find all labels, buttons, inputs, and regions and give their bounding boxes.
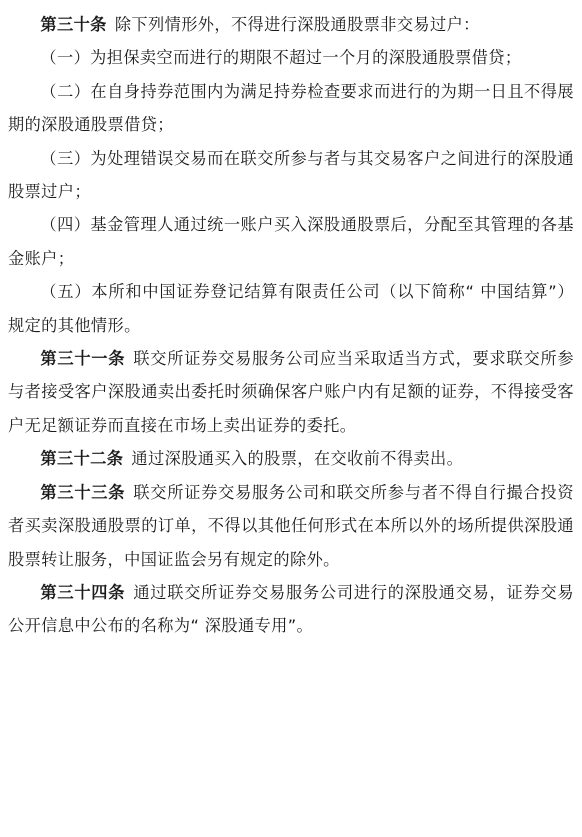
paragraph-item-2 — [8, 75, 574, 142]
paragraph-text: （五）本所和中国证券登记结算有限责任公司（以下简称“ 中国结算”）规定的其他情形。 — [8, 282, 574, 335]
paragraph-article-30 — [8, 8, 574, 41]
paragraph-item-1 — [8, 41, 574, 74]
paragraph-article-32 — [8, 442, 574, 475]
paragraph-item-5 — [8, 275, 574, 342]
article-number: 第三十二条 — [40, 449, 124, 469]
paragraph-article-34 — [8, 576, 574, 643]
paragraph-text: 联交所证券交易服务公司和联交所参与者不得自行撮合投资者买卖深股通股票的订单，不得以其他任何形式在本所以外的场所提供深股通股票转让服务，中国证监会另有规定的除外。 — [8, 482, 574, 569]
article-number: 第三十条 — [40, 15, 107, 34]
paragraph-text: （二）在自身持券范围内为满足持券检查要求而进行的为期一日且不得展期的深股通股票借贷； — [8, 81, 574, 135]
paragraph-text: 通过深股通买入的股票，在交收前不得卖出。 — [131, 449, 464, 469]
paragraph-text: （三）为处理错误交易而在联交所参与者与其交易客户之间进行的深股通股票过户； — [8, 148, 574, 202]
paragraph-item-3 — [8, 142, 574, 209]
paragraph-article-33 — [8, 476, 574, 576]
paragraph-text: 联交所证券交易服务公司应当采取适当方式，要求联交所参与者接受客户深股通卖出委托时须确保客户账户内有足额的证券，不得接受客户无足额证券而直接在市场上卖出证券的委托。 — [8, 349, 574, 435]
paragraph-text: 除下列情形外，不得进行深股通股票非交易过户： — [114, 15, 480, 34]
article-number: 第三十三条 — [40, 482, 126, 502]
paragraph-text: （一）为担保卖空而进行的期限不超过一个月的深股通股票借贷； — [40, 48, 522, 68]
article-number: 第三十一条 — [40, 349, 126, 369]
paragraph-item-4 — [8, 208, 574, 275]
paragraph-article-31 — [8, 342, 574, 442]
paragraph-text: （四）基金管理人通过统一账户买入深股通股票后，分配至其管理的各基金账户； — [8, 215, 574, 268]
article-number: 第三十四条 — [40, 582, 126, 602]
paragraph-text: 通过联交所证券交易服务公司进行的深股通交易，证券交易公开信息中公布的名称为“ 深股通专用”。 — [8, 582, 574, 636]
